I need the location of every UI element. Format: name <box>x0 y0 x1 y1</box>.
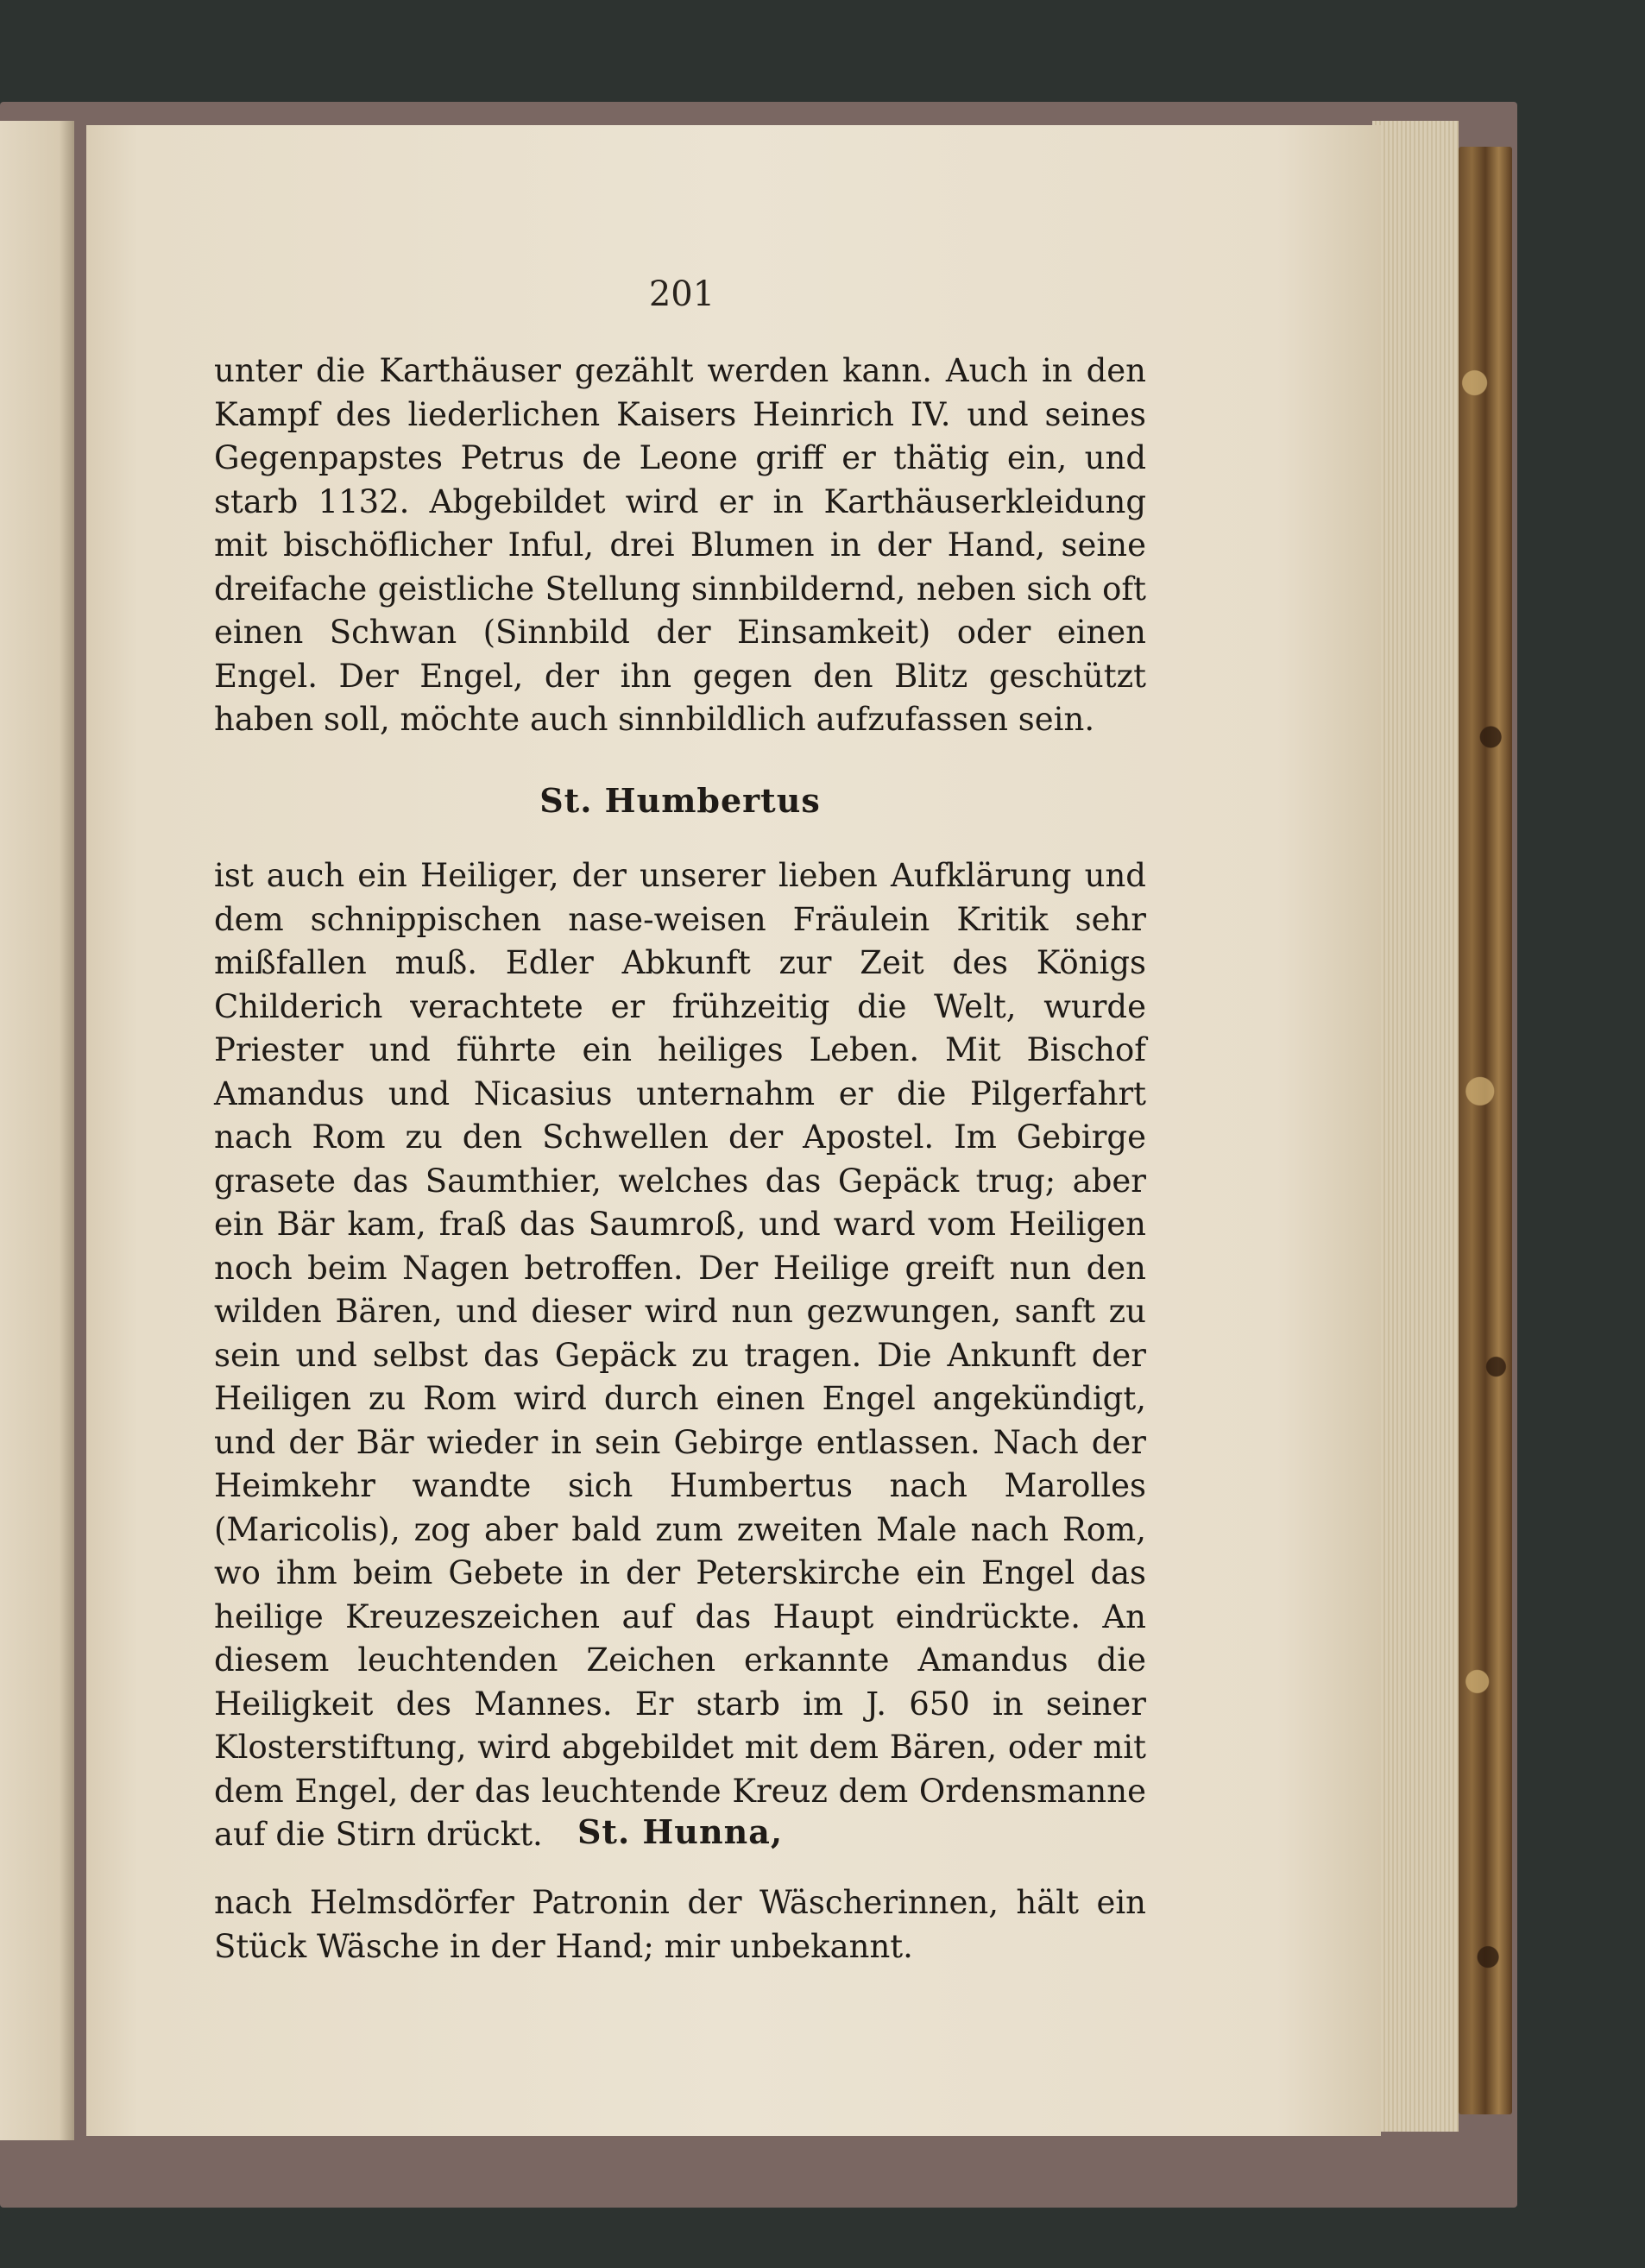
paragraph-karthaeuser: unter die Karthäuser gezählt werden kann. Auch in den Kampf des liederlichen Kaisers Heinrich IV. und seines Gegenpapstes Petrus de Leone griff er thätig ein, und starb 1132. Abgebildet wird er in Karthäuserkleidung mit bischöflicher Inful, drei Blumen in der Hand, seine dreifache geistliche Stellung sinnbildernd, neben sich oft einen Schwan (Sinnbild der Einsamkeit) oder einen Engel. Der Engel, der ihn gegen den Blitz geschützt haben soll, möchte auch sinnbildlich aufzufassen sein. <box>214 352 1146 738</box>
left-page <box>0 121 74 2140</box>
heading-st-hunna: St. Hunna, <box>577 1812 784 1851</box>
paragraph-humbertus: ist auch ein Heiliger, der unserer lieben Aufklärung und dem schnippischen nase-weisen Fräulein Kritik sehr mißfallen muß. Edler Abkunft zur Zeit des Königs Childerich verachtete er frühzeitig die Welt, wurde Priester und führte ein heiliges Leben. Mit Bischof Amandus und Nicasius unternahm er die Pilgerfahrt nach Rom zu den Schwellen der Apostel. Im Gebirge grasete das Saumthier, welches das Gepäck trug; aber ein Bär kam, fraß das Saumroß, und ward vom Heiligen noch beim Nagen betroffen. Der Heilige greift nun den wilden Bären, und dieser wird nun gezwungen, sanft zu sein und selbst das Gepäck zu tragen. Die Ankunft der Heiligen zu Rom wird durch einen Engel angekündigt, und der Bär wieder in sein Gebirge entlassen. Nach der Heimkehr wandte sich Humbertus nach Marolles (Maricolis), zog aber bald zum zweiten Male nach Rom, wo ihm beim Gebete in der Peterskirche ein Engel das heilige Kreuzeszeichen auf das Haupt eindrückte. An diesem leuchtenden Zeichen erkannte Amandus die Heiligkeit des Mannes. Er starb im J. 650 in seiner Klosterstiftung, wird abgebildet mit dem Bären, oder mit dem Engel, der das leuchtende Kreuz dem Ordensmanne auf die Stirn drückt. <box>214 857 1146 1853</box>
heading-st-humbertus: St. Humbertus <box>539 781 821 820</box>
page-number: 201 <box>648 274 715 314</box>
paragraph-hunna: nach Helmsdörfer Patronin der Wäscherinnen, hält ein Stück Wäsche in der Hand; mir unbekannt. <box>214 1884 1146 1965</box>
page-stack-edge <box>1372 121 1459 2132</box>
marbled-page-edge <box>1459 147 1512 2114</box>
